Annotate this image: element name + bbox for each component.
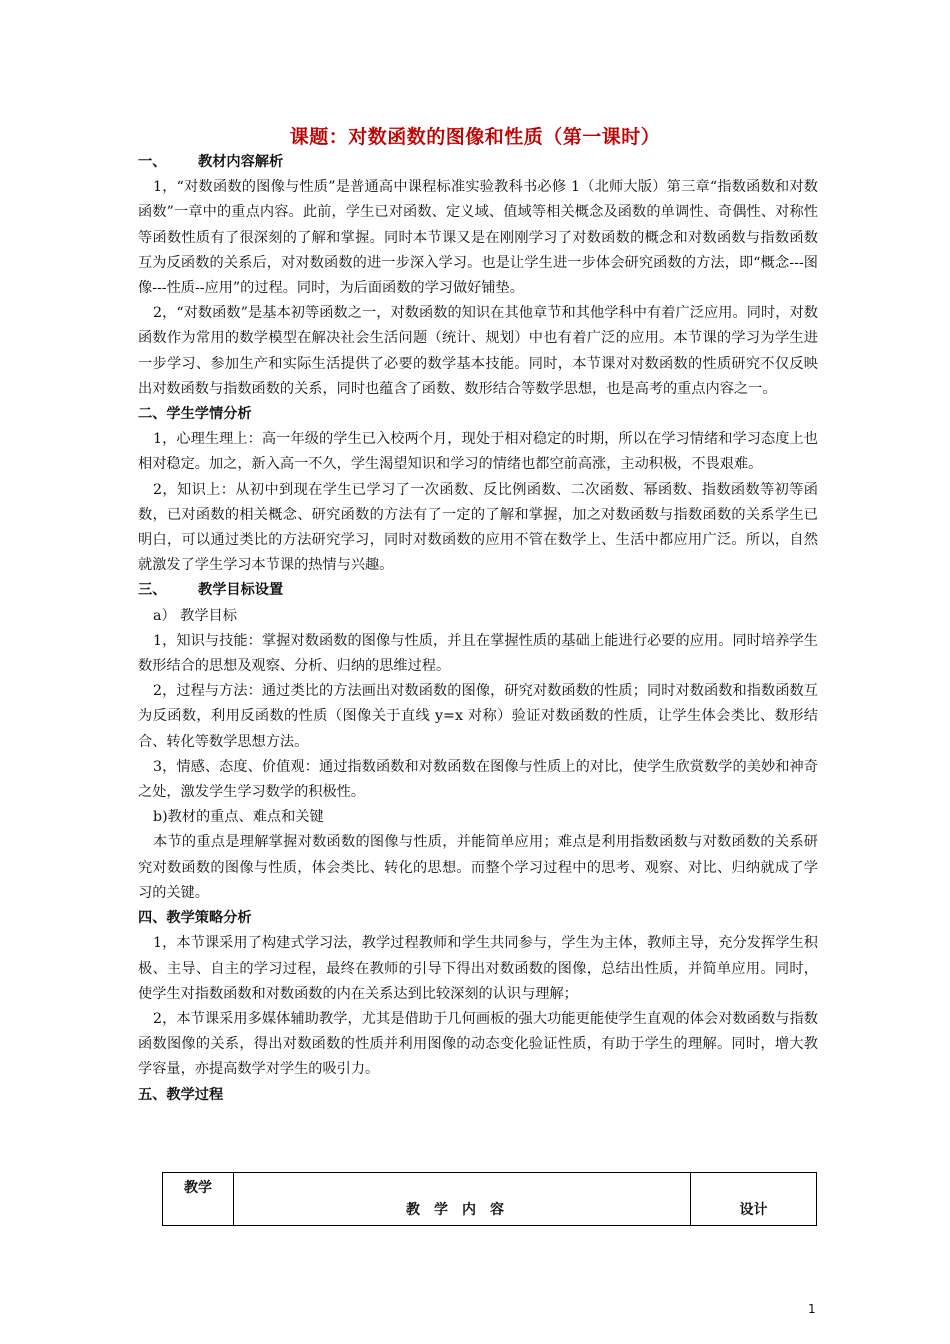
document-body (138, 150, 818, 1108)
paragraph: 1，知识与技能：掌握对数函数的图像与性质，并且在掌握性质的基础上能进行必要的应用。同时培养学生数形结合的思想及观察、分析、归纳的思维过程。 (138, 632, 818, 675)
section-number: 一、 (138, 154, 167, 170)
subsection-heading-b: b)教材的重点、难点和关键 (153, 809, 324, 826)
paragraph: 本节的重点是理解掌握对数函数的图像与性质，并能简单应用；难点是利用指数函数与对数函数的关系研究对数函数的图像与性质，体会类比、转化的思想。而整个学习过程中的思考、观察、对比、归纳就成了学习的关键。 (138, 834, 818, 901)
document-title: 课题：对数函数的图像和性质（第一课时） (289, 126, 661, 148)
section-heading-3 (138, 578, 818, 603)
paragraph: 1，本节课采用了构建式学习法，教学过程教师和学生共同参与，学生为主体，教师主导，充分发挥学生积极、主导、自主的学习过程，最终在教师的引导下得出对数函数的图像，总结出性质，并简单应用。同时，使学生对指数函数和对数函数的内在关系达到比较深刻的认识与理解； (138, 935, 818, 1002)
paragraph: 2，本节课采用多媒体辅助教学，尤其是借助于几何画板的强大功能更能使学生直观的体会对数函数与指数函数图像的关系，得出对数函数的性质并利用图像的动态变化验证性质，有助于学生的理解。同时，增大教学容量，亦提高数学对学生的吸引力。 (138, 1010, 818, 1078)
paragraph: 2，“对数函数”是基本初等函数之一，对数函数的知识在其他章节和其他学科中有着广泛应用。同时，对数函数作为常用的数学模型在解决社会生活问题（统计、规划）中也有着广泛的应用。本节课的学习为学生进一步学习、参加生产和实际生活提供了必要的数学基本技能。同时，本节课对对数函数的性质研究不仅反映出对数函数与指数函数的关系，同时也蕴含了函数、数形结合等数学思想，也是高考的重点内容之一。 (138, 305, 818, 397)
section-title: 教材内容解析 (198, 154, 284, 170)
section-heading-2: 二、学生学情分析 (138, 406, 252, 423)
page-number: 1 (808, 1302, 816, 1316)
table-header-cell: 设计 (691, 1173, 817, 1226)
table-row (163, 1173, 817, 1226)
section-heading-1 (138, 150, 818, 175)
paragraph: 3，情感、态度、价值观：通过指数函数和对数函数在图像与性质上的对比，使学生欣赏数学的美妙和神奇之处，激发学生学习数学的积极性。 (138, 758, 818, 801)
subsection-heading-a: a） 教学目标 (153, 607, 237, 624)
section-title: 教学目标设置 (198, 582, 284, 599)
table-header-cell: 教学内容 (234, 1173, 691, 1226)
table-header-cell: 教学 (163, 1173, 234, 1226)
teaching-process-table (162, 1172, 817, 1226)
paragraph: 2，知识上：从初中到现在学生已学习了一次函数、反比例函数、二次函数、幂函数、指数函数等初等函数，已对函数的相关概念、研究函数的方法有了一定的了解和掌握，加之对数函数与指数函数的关系学生已明白，可以通过类比的方法研究学习，同时对数函数的应用不管在数学上、生活中都应用广泛。所以，自然就激发了学生学习本节课的热情与兴趣。 (138, 481, 818, 574)
paragraph: 1，“对数函数的图像与性质”是普通高中课程标准实验教科书必修 1（北师大版）第三章“指数函数和对数函数”一章中的重点内容。此前，学生已对函数、定义域、值域等相关概念及函数的单调性、奇偶性、对称性等函数性质有了很深刻的了解和掌握。同时本节课又是在刚刚学习了对数函数的概念和对数函数与指数函数互为反函数的关系后，对对数函数的进一步深入学习。也是让学生进一步体会研究函数的方法，即“概念---图像---性质--应用”的过程。同时，为后面函数的学习做好铺垫。 (138, 179, 818, 297)
paragraph: 2，过程与方法：通过类比的方法画出对数函数的图像，研究对数函数的性质；同时对数函数和指数函数互为反函数，利用反函数的性质（图像关于直线 y=x 对称）验证对数函数的性质，让学生体会类比、数形结合、转化等数学思想方法。 (138, 683, 818, 750)
paragraph: 1，心理生理上：高一年级的学生已入校两个月，现处于相对稳定的时期，所以在学习情绪和学习态度上也相对稳定。加之，新入高一不久，学生渴望知识和学习的情绪也都空前高涨，主动积极，不畏艰难。 (138, 431, 818, 473)
section-heading-5: 五、教学过程 (138, 1086, 224, 1103)
section-heading-4: 四、教学策略分析 (138, 910, 252, 927)
section-number: 三、 (138, 582, 167, 599)
